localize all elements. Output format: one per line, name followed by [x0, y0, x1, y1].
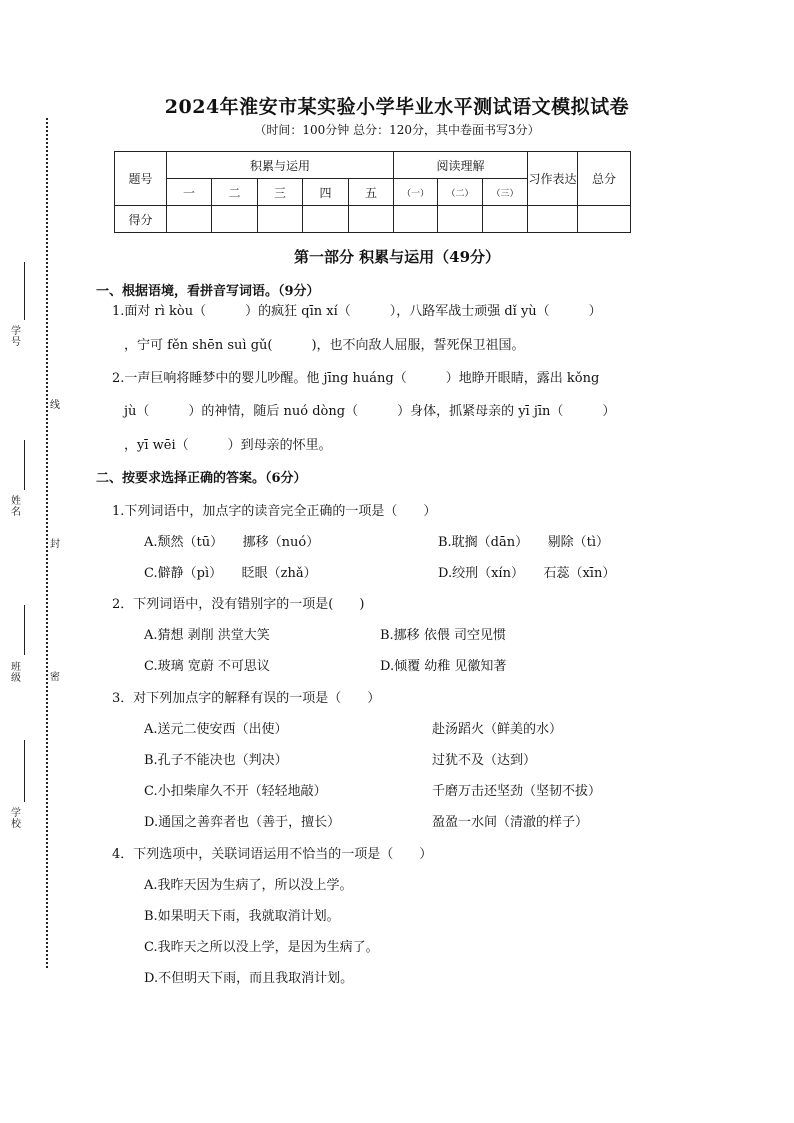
q4-stem: 4．下列选项中，关联词语运用不恰当的一项是（ ）: [112, 847, 433, 862]
col-4: 四: [303, 179, 349, 206]
q4-option-a: A.我昨天因为生病了，所以没上学。: [144, 878, 353, 893]
q1-option-d: D.绞刑（xín） 石蕊（xīn）: [438, 566, 616, 581]
section1-line-3: 2.一声巨响将睡梦中的婴儿吵醒。他 jīng huáng（ ）地睁开眼睛，露出 kǒng: [112, 371, 600, 386]
col-2: 二: [212, 179, 258, 206]
col-r3: （三）: [483, 179, 528, 206]
score-cell[interactable]: [438, 206, 483, 233]
q2-option-c: C.玻璃 宽蔚 不可思议: [144, 659, 270, 674]
q3-option-c: C.小扣柴扉久不开（轻轻地敲）: [144, 784, 327, 799]
binding-mark-seal: 封: [50, 539, 60, 550]
group-reading: 阅读理解: [394, 152, 528, 179]
exam-title: 2024年淮安市某实验小学毕业水平测试语文模拟试卷: [164, 96, 630, 118]
exam-subtitle: （时间：100分钟 总分：120分，其中卷面书写3分）: [254, 123, 540, 137]
section1-line-4: jù（ ）的神情，随后 nuó dòng（ ）身体，抓紧母亲的 yī jīn（ ）: [124, 404, 616, 419]
q3-option-b: B.孔子不能决也（判决）: [144, 753, 288, 768]
score-cell[interactable]: [258, 206, 303, 233]
school-blank: [24, 740, 25, 802]
name-label: 姓名: [11, 496, 21, 518]
q1-option-a: A.颓然（tū） 挪移（nuó）: [144, 535, 320, 550]
col-total: 总分: [578, 152, 631, 206]
q3-option-d: D.通国之善弈者也（善于，擅长）: [144, 815, 341, 830]
student-id-label: 学号: [11, 326, 21, 348]
q3-option-a2: 赴汤蹈火（鲜美的水）: [432, 722, 563, 737]
q2-option-a: A.猜想 剥削 洪堂大笑: [144, 628, 270, 643]
class-blank: [24, 605, 25, 655]
col-1: 一: [167, 179, 212, 206]
section1-line-1: 1.面对 rì kòu（ ）的疯狂 qīn xí（ ），八路军战士顽强 dǐ yù（ ）: [112, 304, 602, 319]
score-cell[interactable]: [528, 206, 578, 233]
binding-mark-line: 线: [50, 400, 60, 411]
group-accumulation: 积累与运用: [167, 152, 394, 179]
class-label: 班级: [11, 662, 21, 684]
score-cell[interactable]: [483, 206, 528, 233]
q2-stem: 2．下列词语中，没有错别字的一项是( ): [112, 597, 365, 612]
col-r1: （一）: [394, 179, 438, 206]
q1-option-c: C.僻静（pì） 眨眼（zhǎ）: [144, 566, 317, 581]
part1-title: 第一部分 积累与运用（49分）: [293, 248, 501, 266]
col-r2: （二）: [438, 179, 483, 206]
col-3: 三: [258, 179, 303, 206]
q4-option-c: C.我昨天之所以没上学，是因为生病了。: [144, 940, 379, 955]
row-label-question: 题号: [115, 152, 167, 206]
q3-option-a: A.送元二使安西（出使）: [144, 722, 288, 737]
school-label: 学校: [11, 808, 21, 830]
col-writing: 习作表达: [528, 152, 578, 206]
score-cell[interactable]: [394, 206, 438, 233]
q1-option-b: B.耽搁（dān） 剔除（tì）: [438, 535, 610, 550]
score-cell[interactable]: [167, 206, 212, 233]
q2-option-b: B.挪移 依偎 司空见惯: [380, 628, 506, 643]
score-cell[interactable]: [303, 206, 349, 233]
score-cell[interactable]: [212, 206, 258, 233]
binding-mark-secret: 密: [50, 672, 60, 683]
score-cell[interactable]: [349, 206, 394, 233]
q4-option-d: D.不但明天下雨，而且我取消计划。: [144, 971, 354, 986]
q3-option-b2: 过犹不及（达到）: [432, 753, 537, 768]
q2-option-d: D.倾覆 幼稚 见徽知著: [380, 659, 507, 674]
q3-stem: 3．对下列加点字的解释有误的一项是（ ）: [112, 691, 381, 706]
name-blank: [24, 440, 25, 490]
section1-line-5: ，yī wēi（ ）到母亲的怀里。: [124, 438, 332, 453]
q3-option-d2: 盈盈一水间（清澈的样子）: [432, 815, 589, 830]
q1-stem: 1.下列词语中，加点字的读音完全正确的一项是（ ）: [112, 504, 437, 519]
section1-line-2: ，宁可 fěn shēn suì gǔ( )，也不向敌人屈服，誓死保卫祖国。: [124, 338, 525, 353]
q3-option-c2: 千磨万击还坚劲（坚韧不拔）: [432, 784, 602, 799]
row-label-score: 得分: [115, 206, 167, 233]
section1-title: 一、根据语境，看拼音写词语。（9分）: [96, 284, 320, 299]
student-id-blank: [24, 262, 25, 320]
section2-title: 二、按要求选择正确的答案。（6分）: [96, 471, 307, 486]
score-cell[interactable]: [578, 206, 631, 233]
score-table: [114, 151, 631, 233]
col-5: 五: [349, 179, 394, 206]
q4-option-b: B.如果明天下雨，我就取消计划。: [144, 909, 340, 924]
